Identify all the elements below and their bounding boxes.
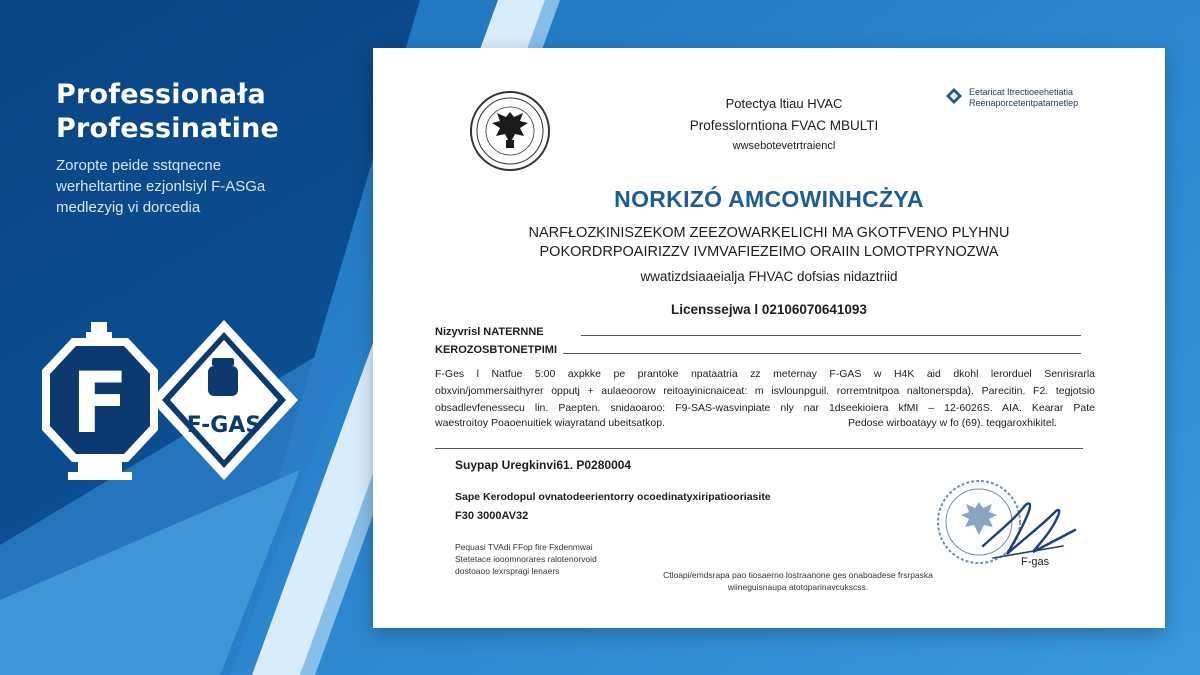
section-divider (435, 448, 1083, 449)
certificate-title: NORKIZÓ AMCOWINHCŻYA (614, 186, 924, 212)
footer-left-line-2: Stetetace iooomnorares ralotenorvoid (455, 554, 597, 564)
certificate-card (373, 48, 1165, 628)
hero-heading (56, 78, 279, 146)
issuer-line-1: Potectya ltiau HVAC (725, 96, 843, 111)
issuer-line-2: Professlorntiona FVAC MBULTI (689, 118, 879, 133)
holder-name: Nizyvrisl NATERNNE (435, 326, 544, 338)
scope-text: Sape Kerodopul ovnatodeerientorry ocoedinatyxiripatiooriasite (455, 491, 771, 503)
license-number: Licenssejwa l 02106070641093 (671, 302, 867, 317)
certificate-statement-line-2: POKORDRPOAIRIZZV IVMVAFIEZEIMO ORAIIN LOMOTPRYNOZWA (539, 244, 999, 260)
description-line-4-left: waestroitoy Poaoenuitiek wiayratand ubeitsatkop. (435, 417, 665, 429)
footer-center-line-1: Ctloapi/emdsrapa pao tiosaerno lostraanone ges onaboadese frsrpaska (663, 570, 933, 580)
certificate-statement-line-1: NARFŁOZKINISZEKOM ZEEZOWARKELICHI MA GKOTFVENO PLYHNU (528, 225, 1010, 241)
f-gas-label: F-GAS (186, 413, 262, 438)
holder-id: KEROZOSBTONETPIMI (435, 344, 558, 356)
stamp-label: F-gas (1021, 556, 1050, 568)
supplement-number: Suypap Uregkinvi61. P0280004 (455, 458, 632, 472)
name-rule (581, 335, 1081, 336)
headline-line-1: Professionała (56, 79, 266, 110)
subtitle-line-2: werheltartine ezjonlsiyl F-ASGa (56, 178, 266, 195)
organization-logo-icon (946, 88, 962, 104)
description-line-4-right: Pedose wirboatayy w fo (69). teqgaroxhikitel. (848, 417, 1057, 429)
description-line-1: F-Ges l Natfue 5:00 axpkke pe prantoke npataatria zz meternay F-GAS w H4K aid dkohl lerorduel Senrisrarla (435, 368, 1095, 380)
description-line-3: obsadlevfenessecu lin. Paepten. snidaoaroo: F9-SAS-wasvinpiate nly nar 1dseekioiera kfMI – 12-6026S. AIA. Kearar Pate (435, 402, 1095, 414)
issuer-line-3: wwsebotevetrtraiencl (732, 140, 836, 152)
subtitle-line-3: medlezyig vi dorcedia (56, 199, 201, 216)
hvac-line: wwatizdsiaaeialja FHVAC dofsias nidaztriid (640, 269, 898, 284)
f-gas-warning-icon (148, 318, 300, 483)
scope-code: F30 3000AV32 (455, 510, 529, 522)
footer-left-line-1: Pequasi TVAdi FFop fire Fxdenmwai (455, 542, 593, 552)
hero-subtitle (56, 155, 265, 218)
logo-text-line-1: Eetaricat Itrectioeehetiatia (969, 87, 1074, 97)
headline-line-2: Professinatine (56, 113, 280, 144)
description-line-2: obxvin/jommersaithyrer opputj + aulaeoorow reitoayinicnaiceat: m isvlounpguil. rorremtnitpoa naltonerspda). Parecitin. F2. tegjotsio (435, 385, 1095, 397)
footer-center-line-2: wiineguisnaupa atotoparinavcukscss. (727, 582, 869, 592)
id-rule (563, 353, 1081, 354)
f-letter: F (71, 354, 129, 452)
subtitle-line-1: Zorорte pеide sstqnecne (56, 157, 222, 174)
logo-text-line-2: Reenaporcetentpatarnetlep (969, 98, 1079, 108)
f-badge-icon (38, 320, 163, 485)
footer-left-line-3: dostoaoo lexrspragi lenaers (455, 566, 560, 576)
